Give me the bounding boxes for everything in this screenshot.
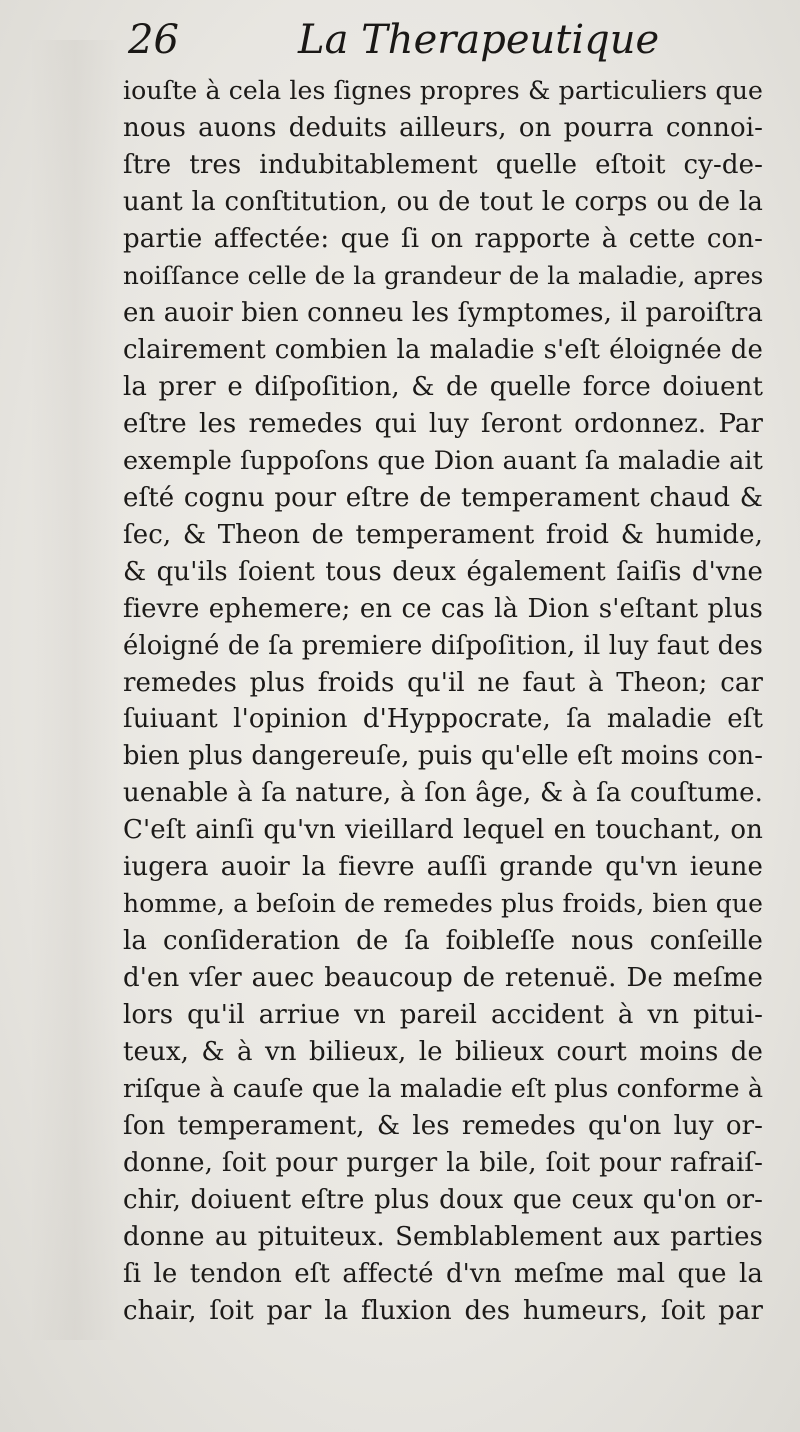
text-line: la conſideration de ſa foibleſſe nous conſeille <box>123 926 763 957</box>
text-line: chair, ſoit par la fluxion des humeurs, ſoit par <box>123 1295 763 1326</box>
text-line: bien plus dangereuſe, puis qu'elle eſt moins con- <box>123 741 763 772</box>
text-line: ſon temperament, & les remedes qu'on luy or- <box>123 1111 763 1142</box>
text-line: noiſſance celle de la grandeur de la maladie, apres <box>123 260 764 290</box>
text-line: ſtre tres indubitablement quelle eſtoit cy-de- <box>123 149 763 180</box>
text-line: donne au pituiteux. Semblablement aux parties <box>123 1222 763 1253</box>
text-line: ſi le tendon eſt affecté d'vn meſme mal que la <box>123 1259 763 1289</box>
text-line: uant la conſtitution, ou de tout le corps ou de la <box>123 186 763 217</box>
text-line: fievre ephemere; en ce cas là Dion s'eſtant plus <box>123 593 763 624</box>
running-head: La Therapeutique <box>298 17 660 63</box>
text-line: éloigné de ſa premiere diſpoſition, il luy faut des <box>123 630 763 661</box>
text-line: ſuiuant l'opinion d'Hyppocrate, ſa maladie eſt <box>123 704 763 735</box>
page-header <box>128 10 768 70</box>
body-text <box>123 73 763 1330</box>
text-line: riſque à cauſe que la maladie eſt plus conforme à <box>123 1074 764 1105</box>
text-line: iouſte à cela les ſignes propres & particuliers que <box>123 76 763 105</box>
text-line: nous auons deduits ailleurs, on pourra connoi- <box>123 112 763 143</box>
text-line: d'en vſer auec beaucoup de retenuë. De meſme <box>123 963 763 994</box>
text-line: C'eſt ainſi qu'vn vieillard lequel en touchant, on <box>123 815 763 846</box>
text-line: partie affectée: que ſi on rapporte à cette con- <box>123 223 763 254</box>
text-line: uenable à ſa nature, à ſon âge, & à ſa couſtume. <box>123 778 763 809</box>
text-line: chir, doiuent eſtre plus doux que ceux qu'on or- <box>123 1185 763 1216</box>
text-line: ſec, & Theon de temperament froid & humide, <box>123 519 763 550</box>
text-line: eſtre les remedes qui luy ſeront ordonnez. Par <box>123 408 763 439</box>
text-line: teux, & à vn bilieux, le bilieux court moins de <box>123 1037 763 1068</box>
page-shadow <box>30 40 120 1340</box>
text-line: exemple ſuppoſons que Dion auant ſa maladie ait <box>123 445 763 476</box>
page-number: 26 <box>128 17 179 63</box>
text-line: homme, a beſoin de remedes plus froids, bien que <box>123 889 763 919</box>
text-line: & qu'ils ſoient tous deux également ſaiſis d'vne <box>123 556 763 587</box>
text-line: lors qu'il arriue vn pareil accident à vn pitui- <box>123 1000 763 1031</box>
text-line: remedes plus froids qu'il ne faut à Theon; car <box>123 667 763 698</box>
text-line: eſté cognu pour eſtre de temperament chaud & <box>123 482 763 513</box>
text-line: clairement combien la maladie s'eſt éloignée de <box>123 334 763 365</box>
text-line: iugera auoir la fievre auſſi grande qu'vn ieune <box>123 852 763 883</box>
text-line: donne, ſoit pour purger la bile, ſoit pour rafraiſ- <box>123 1148 763 1179</box>
text-line: la prer e diſpoſition, & de quelle force doiuent <box>123 371 763 402</box>
text-line: en auoir bien conneu les ſymptomes, il paroiſtra <box>123 297 763 328</box>
